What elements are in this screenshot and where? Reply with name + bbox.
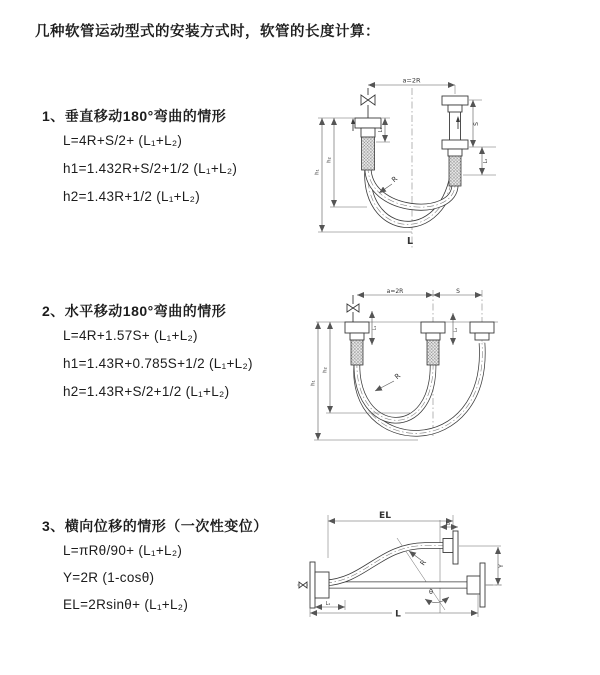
section-2-formula-h1: h1=1.43R+0.785S+1/2 (L₁+L₂): [63, 356, 253, 371]
fitting-right-top: [442, 96, 468, 112]
section-2-formula-h2: h2=1.43R+S/2+1/2 (L₁+L₂): [63, 384, 230, 399]
section-1-heading: 1、垂直移动180°弯曲的情形: [42, 108, 227, 124]
dim-label-s: S: [456, 288, 460, 295]
fitting-middle: [421, 322, 445, 340]
diagram-horizontal-180-bend: [310, 285, 510, 450]
dim-label-h2: h₂: [322, 367, 329, 373]
dim-label-a2r: a=2R: [402, 76, 421, 85]
diagram-vertical-180-bend: [310, 72, 510, 257]
section-2-formula-L: L=4R+1.57S+ (L₁+L₂): [63, 328, 198, 343]
dim-label-h2: h₂: [326, 157, 333, 163]
section-3-heading: 3、横向位移的情形（一次性变位）: [42, 518, 268, 534]
dim-label-l2: L₂: [483, 158, 489, 164]
dim-label-r: R: [393, 371, 403, 382]
hose-original-position: [368, 166, 455, 207]
braid-left: [351, 339, 363, 365]
dim-label-r: R: [418, 558, 429, 568]
dim-label-l2: L₂: [445, 522, 451, 527]
fitting-right: [470, 322, 494, 340]
section-3-formula-Y: Y=2R (1-cosθ): [63, 570, 155, 585]
dim-label-l1: L₁: [378, 127, 384, 133]
section-1-formula-L: L=4R+S/2+ (L₁+L₂): [63, 133, 183, 148]
dim-label-l1: L₁: [373, 325, 378, 331]
fitting-left: [355, 118, 381, 137]
valve-icon: [299, 582, 307, 588]
section-1-formula-h2: h2=1.43R+1/2 (L₁+L₂): [63, 189, 201, 204]
section-3-formula-L: L=πRθ/90+ (L₁+L₂): [63, 543, 183, 558]
section-3-formula-EL: EL=2Rsinθ+ (L₁+L₂): [63, 597, 189, 612]
movement-arrow-right: [456, 116, 460, 129]
dim-label-h1: h₁: [314, 169, 321, 175]
flange-right-original: [467, 563, 485, 607]
braid-middle: [427, 339, 439, 365]
dim-label-l: L: [395, 609, 401, 620]
dim-label-l: L: [406, 236, 414, 247]
dim-label-l1: L₁: [325, 602, 331, 607]
dim-label-el: EL: [379, 511, 391, 521]
dim-label-y: Y: [498, 564, 505, 568]
section-2-heading: 2、水平移动180°弯曲的情形: [42, 303, 227, 319]
flange-right-displaced: [443, 531, 458, 564]
dim-label-a2r: a=2R: [386, 288, 404, 295]
radius-leader: [379, 184, 392, 193]
movement-arrow-left: [351, 118, 355, 131]
valve-icon: [347, 295, 359, 322]
fitting-right-lower: [442, 140, 468, 156]
braid-left: [362, 136, 375, 170]
hose-displaced-position: [357, 343, 483, 433]
diagram-lateral-displacement: [295, 500, 510, 630]
section-1-formula-h1: h1=1.432R+S/2+1/2 (L₁+L₂): [63, 161, 238, 176]
dim-label-r: R: [390, 174, 400, 185]
hose-displaced-position: [368, 144, 455, 224]
dim-label-theta: θ: [429, 588, 433, 596]
page-title: 几种软管运动型式的安装方式时，软管的长度计算：: [35, 24, 380, 40]
valve-icon: [361, 88, 375, 118]
braid-right: [449, 154, 461, 186]
radius-leader: [375, 381, 394, 391]
fitting-left: [345, 322, 369, 340]
dim-label-l2: L₂: [454, 327, 459, 333]
dim-label-h1: h₁: [310, 380, 317, 386]
dim-label-s: S: [473, 122, 480, 126]
